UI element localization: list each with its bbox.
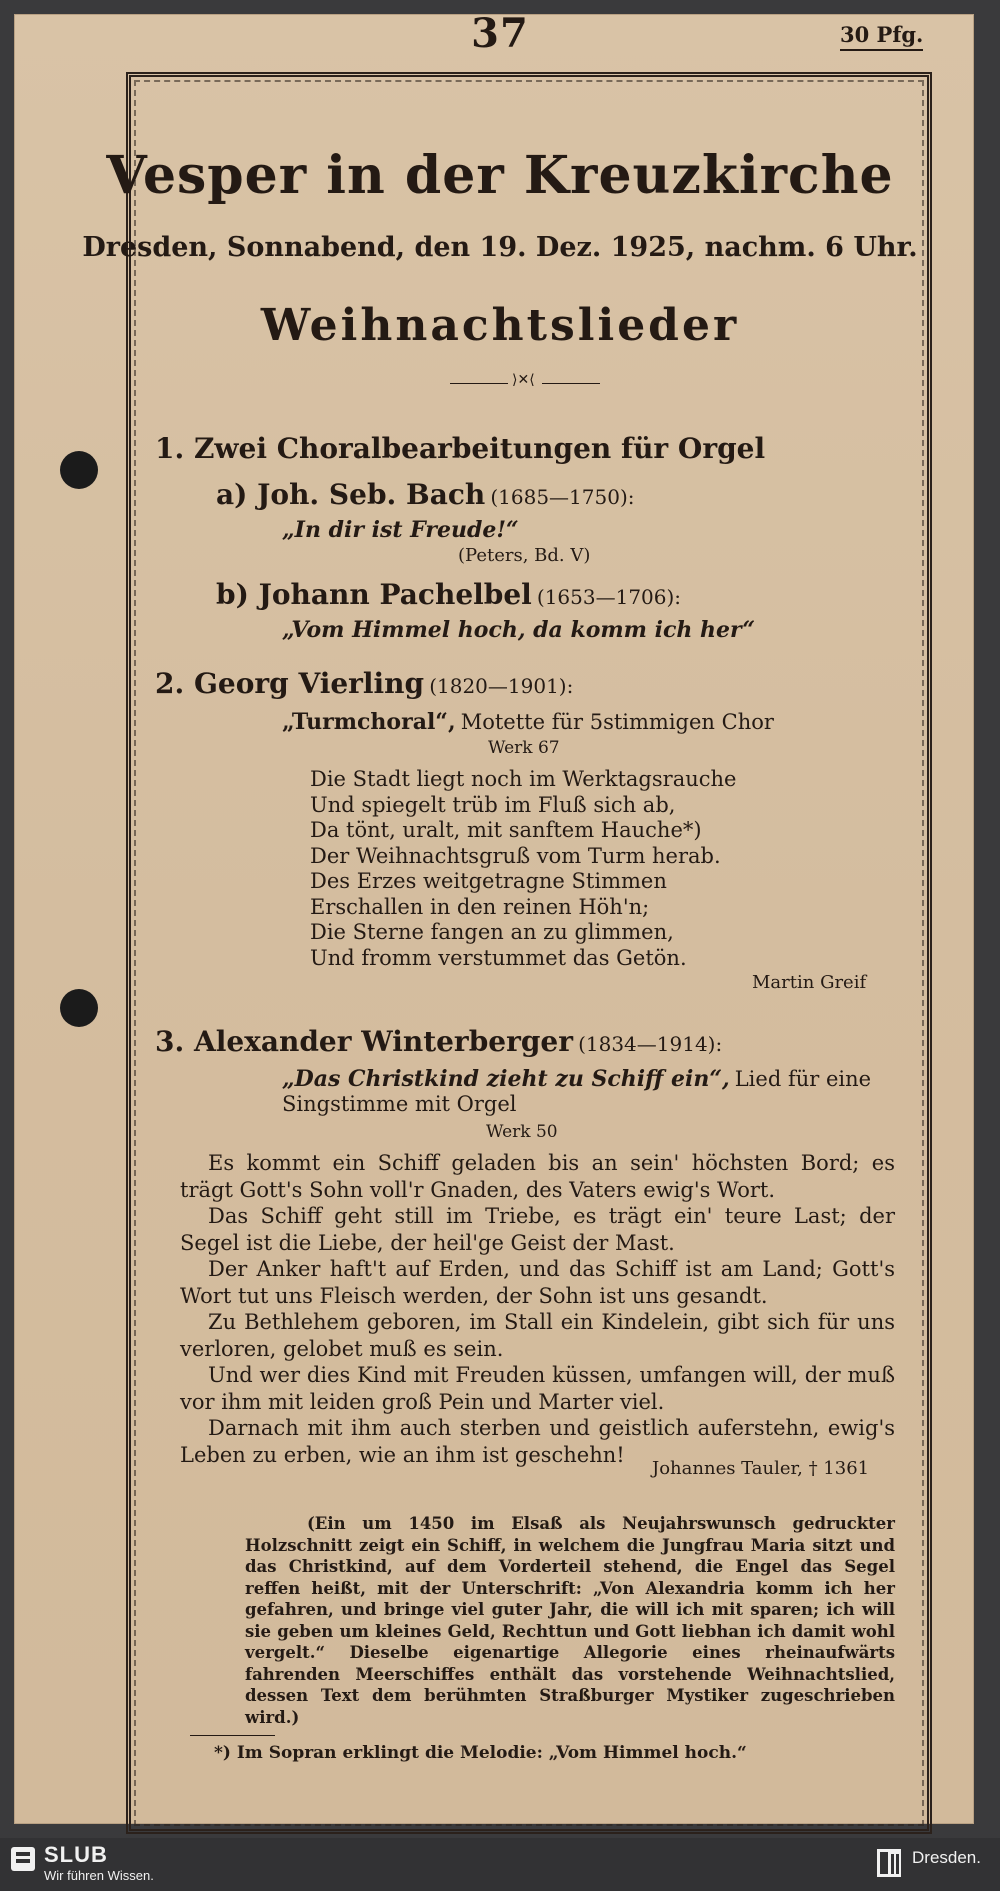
item-1b-composer: b) Johann Pachelbel [216,578,532,611]
poem-line: Und fromm verstummet das Getön. [310,945,687,970]
song-verse: Das Schiff geht still im Triebe, es trägt ein' teure Last; der Segel ist die Liebe, der heil'ge Geist der Mast. [180,1204,895,1255]
item-2-work-title: „Turmchoral“, [282,709,456,735]
item-1b-line [216,578,681,611]
price-label: 30 Pfg. [840,22,923,51]
historical-note [245,1513,895,1728]
item-3-line [155,1025,722,1058]
song-verse: Der Anker haft't auf Erden, und das Schiff ist am Land; Gott's Wort tut uns Fleisch werden, der Sohn ist uns gesandt. [180,1257,895,1308]
item-2-years: (1820—1901): [429,674,574,698]
poem-line: Die Stadt liegt noch im Werktagsrauche [310,767,737,791]
punch-hole [60,989,98,1027]
song-verse: Es kommt ein Schiff geladen bis an sein' höchsten Bord; es trägt Gott's Sohn voll'r Gnaden, des Vaters ewig's Wort. [180,1151,895,1202]
item-3-work-desc-2: Singstimme mit Orgel [282,1092,517,1116]
song-verse: Zu Bethlehem geboren, im Stall ein Kindelein, gibt sich für uns verloren, gelobet muß es sein. [180,1310,895,1361]
poem-line: Und spiegelt trüb im Fluß sich ab, [310,792,676,817]
item-2-opus: Werk 67 [488,738,560,758]
item-1b-years: (1653—1706): [536,585,682,609]
city-name: Dresden. [912,1848,981,1867]
item-2-work-line [282,709,774,735]
item-1a-line [216,478,634,511]
poem-line: Des Erzes weitgetragne Stimmen [310,869,667,893]
song-verse: Darnach mit ihm auch sterben und geistlich auferstehn, ewig's Leben zu erben, wie an ihm ist geschehn! [180,1416,895,1467]
song-verse: Und wer dies Kind mit Freuden küssen, umfangen will, der muß vor ihm mit leiden groß Pein und Marter viel. [180,1363,895,1414]
historical-note-text: (Ein um 1450 im Elsaß als Neujahrswunsch gedruckter Holzschnitt zeigt ein Schiff, in welchem die Jungfrau Maria sitzt und das Christkind, auf dem Vorderteil stehend, die Engel das Segel reffen heißt, mit der Unterschrift: „Von Alexandria komm ich her gefahren, und bringe viel guter Jahr, die will ich mit sparen; ich will sie geben um kleines Geld, Rechttun und Gott liebhan ich damit wohl vergelt.“ Dieselbe eigenartige Allegorie eines rheinaufwärts fahrenden Meerschiffes enthält das vorstehende Weihnachtslied, dessen Text dem berühmten Straßburger Mystiker zugeschrieben wird.) [245,1514,895,1727]
punch-hole [60,451,98,489]
library-name: SLUB [44,1842,108,1867]
footnote: *) Im Sopran erklingt die Melodie: „Vom Himmel hoch.“ [214,1743,747,1763]
item-3-work-desc: Lied für eine [734,1067,872,1091]
item-2-work-desc: Motette für 5stimmigen Chor [460,710,774,734]
item-3-work-title: „Das Christkind zieht zu Schiff ein“, [282,1066,730,1092]
item-2-author: Martin Greif [752,972,867,993]
page-number: 37 [471,10,529,57]
ornament-divider: ⟩✕⟨ [450,378,600,390]
item-3-work-line [282,1066,871,1092]
item-3-label: 3. Alexander Winterberger [155,1025,573,1058]
item-1-label: 1. Zwei Choralbearbeitungen für Orgel [155,432,766,465]
program-date: Dresden, Sonnabend, den 19. Dez. 1925, nachm. 6 Uhr. [82,232,918,263]
item-3-years: (1834—1914): [578,1032,723,1056]
item-2-line [155,667,573,700]
item-1b-work: „Vom Himmel hoch, da komm ich her“ [282,617,756,643]
item-1a-composer: a) Joh. Seb. Bach [216,478,486,511]
item-1a-source: (Peters, Bd. V) [458,545,591,566]
item-3-song-text [180,1150,895,1468]
library-tagline: Wir führen Wissen. [44,1868,154,1883]
footnote-rule [190,1735,275,1736]
program-heading: Weihnachtslieder [260,300,740,351]
slub-logo-icon [10,1846,36,1872]
footer-bar [0,1838,1000,1891]
program-title: Vesper in der Kreuzkirche [106,145,894,206]
dresden-coat-of-arms-icon [876,1848,902,1878]
item-2-label: 2. Georg Vierling [155,667,425,700]
item-3-opus: Werk 50 [486,1122,558,1142]
item-1a-work: „In dir ist Freude!“ [282,517,519,543]
item-2-poem [310,767,736,971]
poem-line: Der Weihnachtsgruß vom Turm herab. [310,843,721,868]
item-1a-years: (1685—1750): [490,485,635,509]
item-3-author: Johannes Tauler, † 1361 [652,1458,870,1479]
poem-line: Erschallen in den reinen Höh'n; [310,894,650,919]
poem-line: Die Sterne fangen an zu glimmen, [310,920,674,944]
poem-line: Da tönt, uralt, mit sanftem Hauche*) [310,818,702,842]
